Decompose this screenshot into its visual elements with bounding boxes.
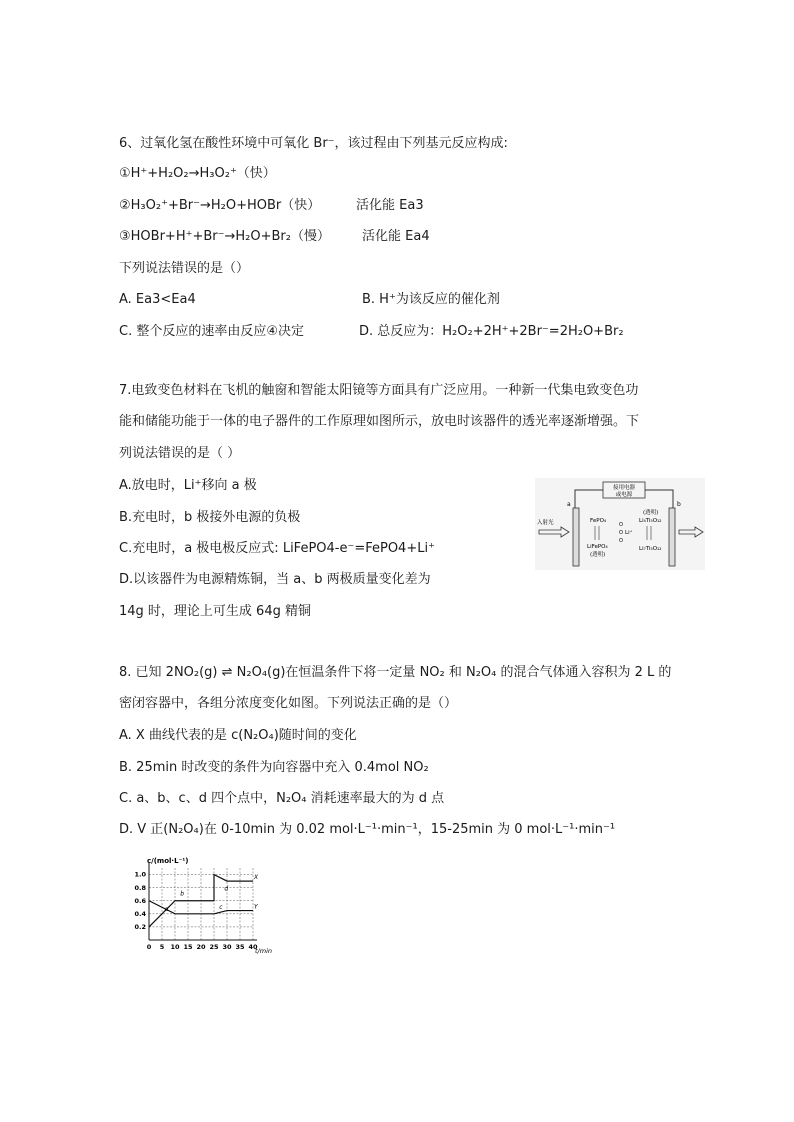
- fepo4-label: FePO₄: [590, 518, 607, 524]
- device-top-label-2: 或电源: [615, 492, 633, 498]
- chart-point-label: d: [224, 885, 229, 893]
- q7-stem-line-1: 7.电致变色材料在飞机的触窗和智能太阳镜等方面具有广泛应用。一种新一代集电致变色功: [119, 383, 639, 398]
- q6-reaction-2-ea: 活化能 Ea3: [356, 198, 424, 213]
- q6-option-c: C. 整个反应的速率由反应④决定: [119, 324, 304, 339]
- q7-option-d-line-2: 14g 时，理论上可生成 64g 精铜: [119, 604, 311, 619]
- li7ti5o12-label: Li₇Ti₅O₁₂: [639, 546, 662, 552]
- q7-stem-line-2: 能和储能功能于一体的电子器件的工作原理如图所示，放电时该器件的透光率逐渐增强。下: [119, 414, 640, 429]
- q8-stem-line-1: 8. 已知 2NO₂(g) ⇌ N₂O₄(g)在恒温条件下将一定量 NO₂ 和 N₂O₄ 的混合气体通入容积为 2 L 的: [119, 665, 672, 680]
- chart-y-tick-label: 0.8: [134, 883, 146, 892]
- li-ion-label: Li⁺: [625, 530, 633, 536]
- electrode-b-label: b: [677, 501, 681, 508]
- q7-option-c: C.充电时，a 极电极反应式: LiFePO4-e⁻=FePO4+Li⁺: [119, 541, 435, 556]
- q8-stem-line-2: 密闭容器中，各组分浓度变化如图。下列说法正确的是（）: [119, 696, 458, 711]
- q6-option-b: B. H⁺为该反应的催化剂: [362, 292, 500, 307]
- chart-series-label: X: [254, 874, 259, 882]
- chart-y-axis-label: c/(mol·L⁻¹): [147, 857, 189, 865]
- q7-option-a: A.放电时，Li⁺移向 a 极: [119, 478, 257, 493]
- q6-option-a: A. Ea3<Ea4: [119, 292, 196, 307]
- chart-y-tick-label: 0.6: [134, 896, 146, 905]
- chart-point-label: a: [164, 906, 169, 914]
- q8-concentration-chart: [119, 852, 279, 958]
- q7-device-diagram: [535, 478, 705, 570]
- q8-option-a: A. X 曲线代表的是 c(N₂O₄)随时间的变化: [119, 728, 357, 743]
- q6-reaction-3: ③HOBr+H⁺+Br⁻→H₂O+Br₂（慢）: [119, 229, 330, 244]
- q6-stem: 6、过氧化氢在酸性环境中可氧化 Br⁻，该过程由下列基元反应构成:: [119, 136, 508, 151]
- q6-reaction-3-ea: 活化能 Ea4: [362, 229, 430, 244]
- chart-point-label: c: [219, 904, 223, 912]
- q6-reaction-1: ①H⁺+H₂O₂→H₃O₂⁺（快）: [119, 166, 276, 181]
- chart-x-tick-label: 5: [159, 943, 165, 951]
- q7-option-b: B.充电时，b 极接外电源的负极: [119, 510, 301, 525]
- chart-x-tick-label: 15: [183, 943, 193, 951]
- chart-x-axis-label: t/min: [255, 947, 272, 955]
- q6-option-d: D. 总反应为：H₂O₂+2H⁺+2Br⁻=2H₂O+Br₂: [359, 324, 624, 339]
- chart-y-tick-label: 0.2: [134, 923, 146, 932]
- chart-x-tick-label: 25: [209, 943, 219, 951]
- chart-x-tick-label: 20: [196, 943, 206, 951]
- q7-option-d-line-1: D.以该器件为电源精炼铜，当 a、b 两极质量变化差为: [119, 572, 431, 587]
- lifepo4-label: LiFePO₄: [587, 544, 608, 550]
- li4ti5o12-label: Li₄Ti₅O₁₂: [639, 518, 662, 524]
- q7-stem-line-3: 列说法错误的是（ ）: [119, 446, 241, 461]
- left-transparent-note: (透明): [590, 552, 606, 558]
- q8-option-c: C. a、b、c、d 四个点中，N₂O₄ 消耗速率最大的为 d 点: [119, 791, 445, 806]
- chart-x-tick-label: 30: [222, 943, 232, 951]
- chart-x-tick-label: 35: [235, 943, 245, 951]
- q6-reaction-2: ②H₃O₂⁺+Br⁻→H₂O+HOBr（快）: [119, 198, 321, 213]
- chart-x-tick-label: 0: [146, 943, 152, 951]
- chart-point-label: b: [180, 890, 185, 898]
- incident-light-label: 入射光: [537, 520, 554, 526]
- chart-y-tick-label: 1.0: [134, 870, 146, 879]
- chart-series-label: Y: [254, 903, 258, 911]
- right-transparent-note: (透明): [643, 510, 659, 516]
- chart-x-tick-label: 40: [248, 943, 258, 951]
- device-top-label: 接用电器: [612, 485, 636, 491]
- q6-question: 下列说法错误的是（）: [119, 261, 250, 276]
- q8-option-b: B. 25min 时改变的条件为向容器中充入 0.4mol NO₂: [119, 760, 429, 775]
- q8-option-d: D. V 正(N₂O₄)在 0-10min 为 0.02 mol·L⁻¹·min⁻¹，15-25min 为 0 mol·L⁻¹·min⁻¹: [119, 822, 616, 837]
- electrode-a-label: a: [567, 501, 571, 508]
- chart-y-tick-label: 0.4: [134, 910, 146, 919]
- chart-x-tick-label: 10: [170, 943, 180, 951]
